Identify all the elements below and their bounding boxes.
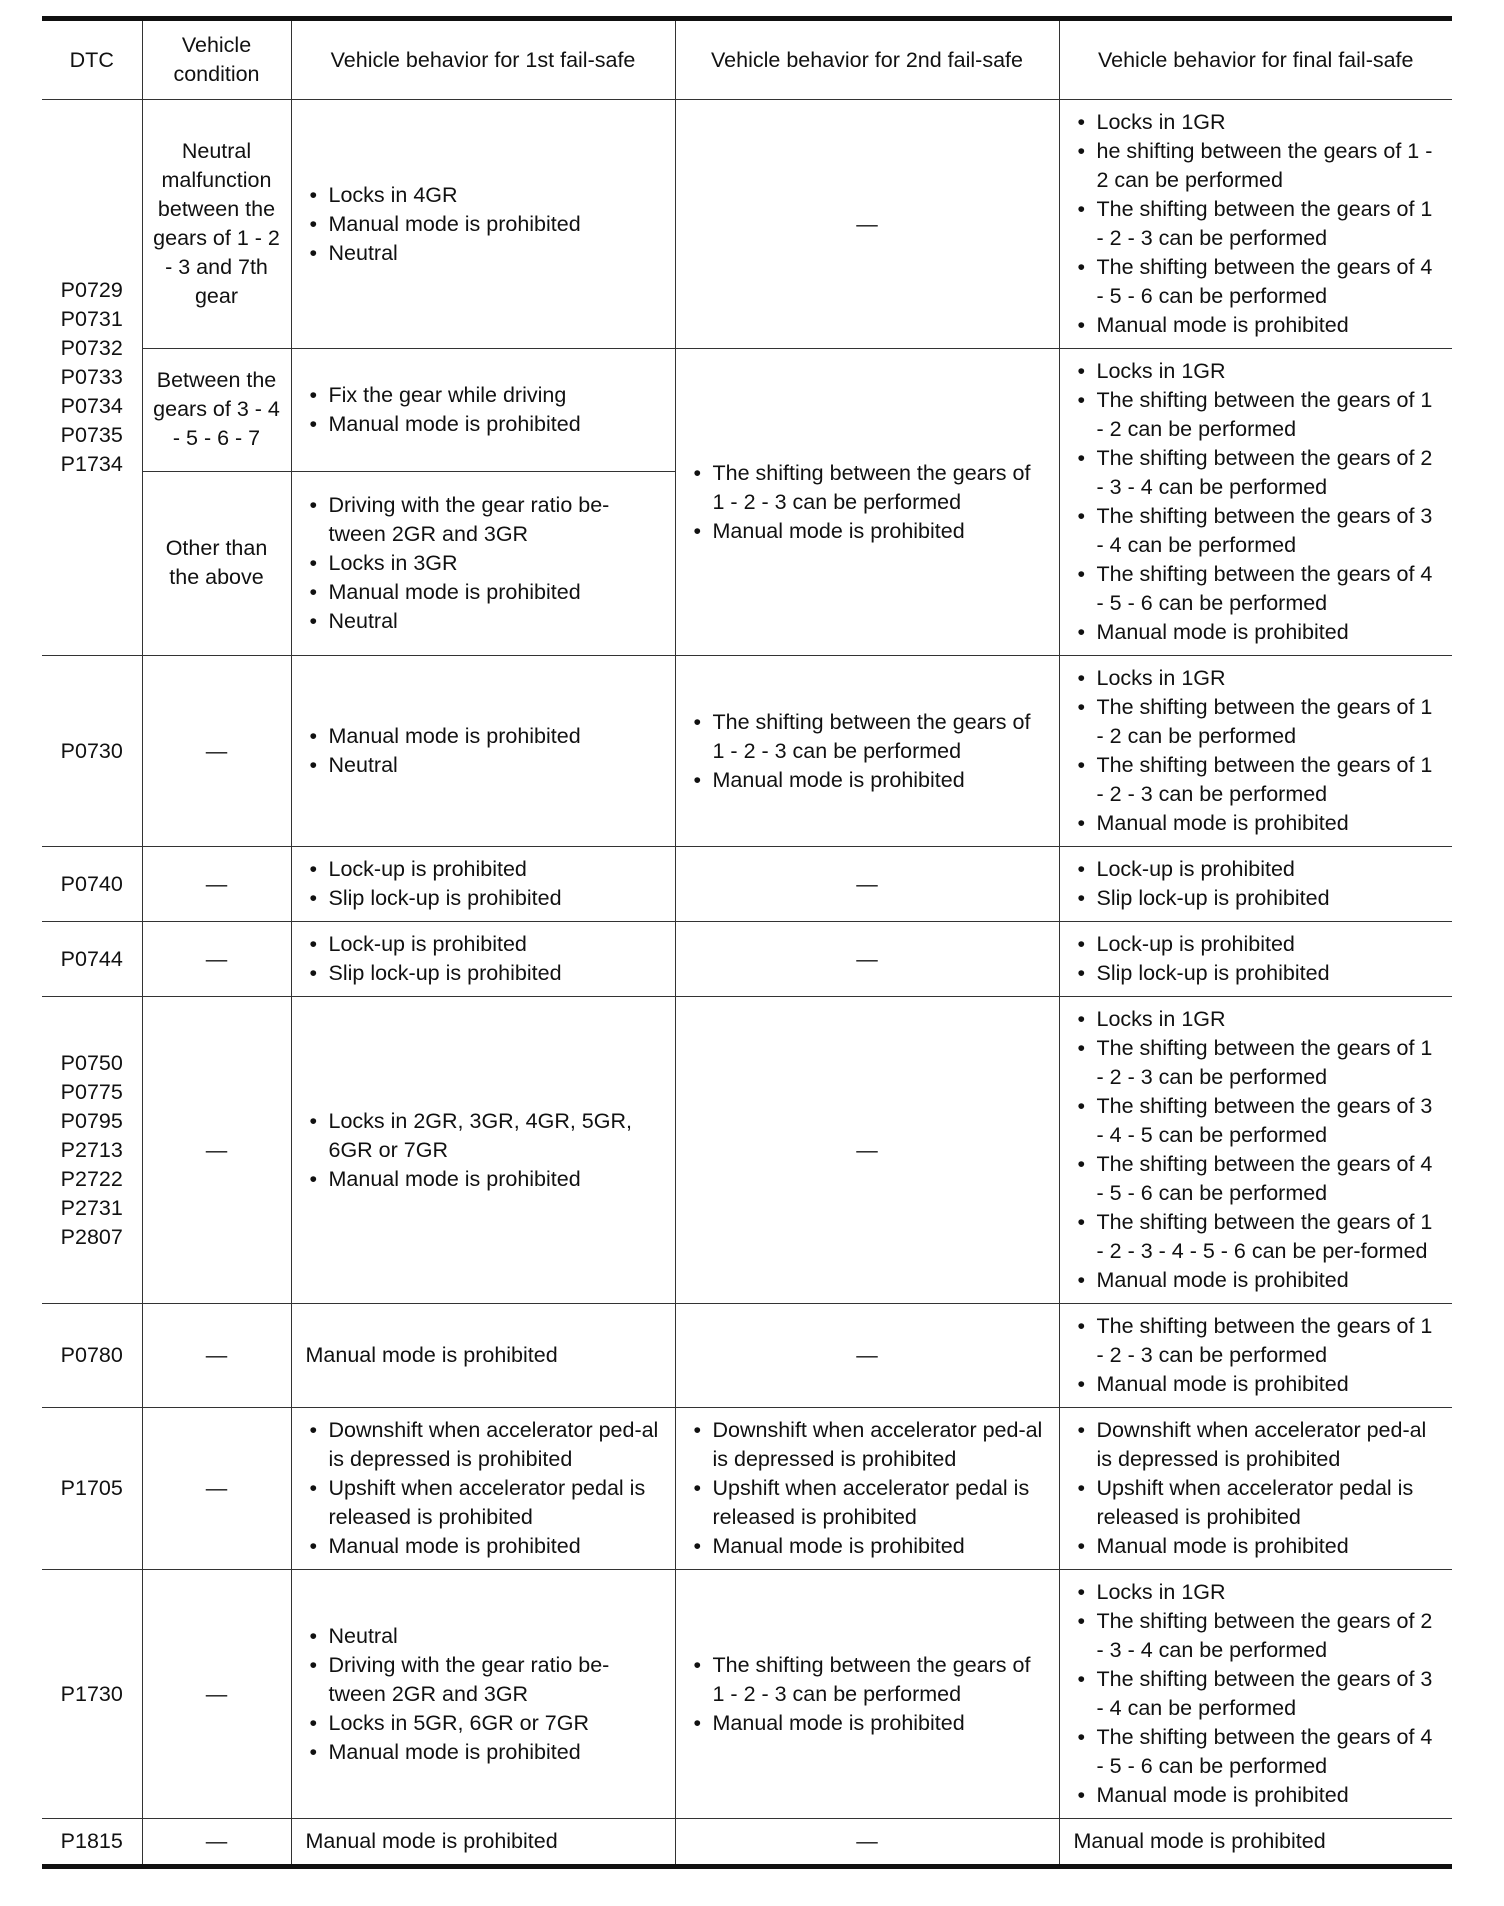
behavior-item: • Lock-up is prohibited — [1074, 930, 1439, 959]
behavior-item: • Downshift when accelerator ped-al is depressed is prohibited — [306, 1416, 661, 1474]
behavior-item: • Slip lock-up is prohibited — [306, 884, 661, 913]
behavior-item: • Slip lock-up is prohibited — [1074, 959, 1439, 988]
behavior-item: • Upshift when accelerator pedal is released is prohibited — [306, 1474, 661, 1532]
dtc-code: P0750 — [60, 1050, 123, 1075]
behavior-item: • Manual mode is prohibited — [690, 1709, 1045, 1738]
first-fail-safe-cell — [291, 922, 675, 997]
table-row — [42, 100, 1452, 349]
behavior-item: • Manual mode is prohibited — [306, 578, 661, 607]
dtc-code: P2731 — [60, 1195, 123, 1220]
header-final-fail-safe: Vehicle behavior for final fail-safe — [1059, 19, 1452, 100]
second-fail-safe-cell: — — [675, 100, 1059, 349]
vehicle-condition-cell: — — [142, 1570, 291, 1819]
behavior-item: • Upshift when accelerator pedal is released is prohibited — [1074, 1474, 1439, 1532]
table-row — [42, 1570, 1452, 1819]
first-fail-safe-cell — [291, 847, 675, 922]
dtc-code: P0730 — [60, 738, 123, 763]
behavior-item: • Locks in 4GR — [306, 181, 661, 210]
final-fail-safe-cell — [1059, 656, 1452, 847]
final-fail-safe-cell — [1059, 997, 1452, 1304]
vehicle-condition-cell: Other than the above — [142, 471, 291, 655]
behavior-item: • Lock-up is prohibited — [306, 855, 661, 884]
first-fail-safe-cell — [291, 1408, 675, 1570]
dtc-code: P0735 — [60, 423, 123, 447]
behavior-item: • The shifting between the gears of 1 - 2 - 3 - 4 - 5 - 6 can be per-formed — [1074, 1208, 1439, 1266]
behavior-item: • The shifting between the gears of 3 - 4 - 5 can be performed — [1074, 1092, 1439, 1150]
dtc-code: P0731 — [60, 307, 123, 331]
behavior-item: • The shifting between the gears of 3 - 4 can be performed — [1074, 502, 1439, 560]
behavior-item: • The shifting between the gears of 2 - 3 - 4 can be performed — [1074, 444, 1439, 502]
behavior-item: • Locks in 1GR — [1074, 1005, 1439, 1034]
first-fail-safe-cell — [291, 1570, 675, 1819]
table-row — [42, 922, 1452, 997]
final-fail-safe-cell — [1059, 922, 1452, 997]
dtc-code: P1705 — [60, 1476, 123, 1500]
behavior-item: • Locks in 1GR — [1074, 357, 1439, 386]
second-fail-safe-cell — [675, 349, 1059, 656]
vehicle-condition-cell: — — [142, 1408, 291, 1570]
behavior-item: • Locks in 1GR — [1074, 1578, 1439, 1607]
first-fail-safe-cell — [291, 656, 675, 847]
behavior-item: • Locks in 5GR, 6GR or 7GR — [306, 1709, 661, 1738]
final-fail-safe-cell — [1059, 1408, 1452, 1570]
behavior-item: • The shifting between the gears of 1 - 2 - 3 can be performed — [1074, 1034, 1439, 1092]
behavior-item: • Manual mode is prohibited — [1074, 618, 1439, 647]
behavior-item: • The shifting between the gears of 4 - 5 - 6 can be performed — [1074, 560, 1439, 618]
behavior-item: • Neutral — [306, 1622, 661, 1651]
behavior-item: • Downshift when accelerator ped-al is depressed is prohibited — [1074, 1416, 1439, 1474]
header-dtc: DTC — [42, 19, 142, 100]
dtc-code: P0734 — [60, 394, 123, 418]
behavior-item: • Manual mode is prohibited — [306, 210, 661, 239]
dtc-code: P2807 — [60, 1224, 123, 1249]
behavior-item: • The shifting between the gears of 4 - 5 - 6 can be performed — [1074, 1723, 1439, 1781]
dtc-cell — [42, 1570, 142, 1819]
vehicle-condition-cell: — — [142, 656, 291, 847]
final-fail-safe-cell — [1059, 1304, 1452, 1408]
behavior-item: • Neutral — [306, 607, 661, 636]
vehicle-condition-cell: Between the gears of 3 - 4 - 5 - 6 - 7 — [142, 349, 291, 472]
dtc-code: P0775 — [60, 1079, 123, 1104]
table-row — [42, 656, 1452, 847]
behavior-item: • Driving with the gear ratio be-tween 2GR and 3GR — [306, 1651, 661, 1709]
dtc-cell — [42, 656, 142, 847]
table-row — [42, 349, 1452, 472]
header-1st-fail-safe: Vehicle behavior for 1st fail-safe — [291, 19, 675, 100]
behavior-item: • Fix the gear while driving — [306, 381, 661, 410]
vehicle-condition-cell: — — [142, 847, 291, 922]
header-vehicle-condition: Vehicle condition — [142, 19, 291, 100]
final-fail-safe-cell — [1059, 100, 1452, 349]
behavior-item: • Neutral — [306, 751, 661, 780]
dtc-code: P0795 — [60, 1108, 123, 1133]
behavior-item: • Slip lock-up is prohibited — [1074, 884, 1439, 913]
dtc-code: P1734 — [60, 452, 123, 476]
final-fail-safe-cell — [1059, 349, 1452, 656]
fail-safe-table — [42, 16, 1452, 1869]
behavior-item: • Locks in 3GR — [306, 549, 661, 578]
vehicle-condition-cell: Neutral malfunction between the gears of 1 - 2 - 3 and 7th gear — [142, 100, 291, 349]
behavior-item: • Downshift when accelerator ped-al is depressed is prohibited — [690, 1416, 1045, 1474]
dtc-code: P1815 — [60, 1829, 123, 1853]
behavior-item: • Manual mode is prohibited — [1074, 1266, 1439, 1295]
behavior-item: • Locks in 2GR, 3GR, 4GR, 5GR, 6GR or 7GR — [306, 1107, 661, 1165]
behavior-item: • Manual mode is prohibited — [1074, 1781, 1439, 1810]
first-fail-safe-cell: Manual mode is prohibited — [291, 1304, 675, 1408]
behavior-item: • Manual mode is prohibited — [1074, 809, 1439, 838]
table-row — [42, 847, 1452, 922]
dtc-code: P0732 — [60, 336, 123, 360]
dtc-code: P0780 — [60, 1343, 123, 1367]
second-fail-safe-cell — [675, 1570, 1059, 1819]
final-fail-safe-cell: Manual mode is prohibited — [1059, 1819, 1452, 1867]
dtc-cell — [42, 100, 142, 656]
dtc-cell — [42, 997, 142, 1304]
behavior-item: • Manual mode is prohibited — [1074, 1532, 1439, 1561]
table-row — [42, 997, 1452, 1304]
behavior-item: • he shifting between the gears of 1 - 2 can be performed — [1074, 137, 1439, 195]
behavior-item: • Manual mode is prohibited — [1074, 311, 1439, 340]
behavior-item: • The shifting between the gears of 2 - 3 - 4 can be performed — [1074, 1607, 1439, 1665]
dtc-code: P1730 — [60, 1681, 123, 1706]
behavior-item: • Manual mode is prohibited — [690, 517, 1045, 546]
behavior-item: • The shifting between the gears of 1 - 2 - 3 can be performed — [690, 1651, 1045, 1709]
vehicle-condition-cell: — — [142, 1304, 291, 1408]
dtc-code: P2722 — [60, 1166, 123, 1191]
behavior-item: • Upshift when accelerator pedal is released is prohibited — [690, 1474, 1045, 1532]
behavior-item: • Manual mode is prohibited — [306, 1532, 661, 1561]
first-fail-safe-cell — [291, 100, 675, 349]
dtc-cell — [42, 1819, 142, 1867]
behavior-item: • Manual mode is prohibited — [306, 1165, 661, 1194]
first-fail-safe-cell — [291, 471, 675, 655]
second-fail-safe-cell: — — [675, 922, 1059, 997]
behavior-item: • Manual mode is prohibited — [306, 410, 661, 439]
dtc-cell — [42, 847, 142, 922]
behavior-item: • The shifting between the gears of 1 - 2 - 3 can be performed — [690, 708, 1045, 766]
header-row — [42, 19, 1452, 100]
final-fail-safe-cell — [1059, 847, 1452, 922]
dtc-cell — [42, 1408, 142, 1570]
behavior-item: • Manual mode is prohibited — [690, 1532, 1045, 1561]
first-fail-safe-cell — [291, 997, 675, 1304]
dtc-code: P0740 — [60, 871, 123, 896]
behavior-item: • Manual mode is prohibited — [1074, 1370, 1439, 1399]
behavior-item: • Locks in 1GR — [1074, 664, 1439, 693]
dtc-code: P0733 — [60, 365, 123, 389]
behavior-item: • Slip lock-up is prohibited — [306, 959, 661, 988]
behavior-item: • The shifting between the gears of 4 - 5 - 6 can be performed — [1074, 253, 1439, 311]
second-fail-safe-cell — [675, 656, 1059, 847]
dtc-code: P2713 — [60, 1137, 123, 1162]
behavior-item: • The shifting between the gears of 1 - 2 can be performed — [1074, 693, 1439, 751]
second-fail-safe-cell: — — [675, 1819, 1059, 1867]
first-fail-safe-cell: Manual mode is prohibited — [291, 1819, 675, 1867]
table-row — [42, 1408, 1452, 1570]
behavior-item: • The shifting between the gears of 4 - 5 - 6 can be performed — [1074, 1150, 1439, 1208]
second-fail-safe-cell: — — [675, 1304, 1059, 1408]
behavior-item: • Manual mode is prohibited — [306, 1738, 661, 1767]
dtc-cell — [42, 1304, 142, 1408]
behavior-item: • Lock-up is prohibited — [306, 930, 661, 959]
second-fail-safe-cell: — — [675, 847, 1059, 922]
second-fail-safe-cell — [675, 1408, 1059, 1570]
header-2nd-fail-safe: Vehicle behavior for 2nd fail-safe — [675, 19, 1059, 100]
table-row — [42, 1819, 1452, 1867]
vehicle-condition-cell: — — [142, 922, 291, 997]
behavior-item: • Driving with the gear ratio be-tween 2GR and 3GR — [306, 491, 661, 549]
behavior-item: • The shifting between the gears of 3 - 4 can be performed — [1074, 1665, 1439, 1723]
final-fail-safe-cell — [1059, 1570, 1452, 1819]
behavior-item: • Locks in 1GR — [1074, 108, 1439, 137]
behavior-item: • The shifting between the gears of 1 - 2 - 3 can be performed — [690, 459, 1045, 517]
behavior-item: • The shifting between the gears of 1 - 2 can be performed — [1074, 386, 1439, 444]
behavior-item: • Manual mode is prohibited — [306, 722, 661, 751]
behavior-item: • Manual mode is prohibited — [690, 766, 1045, 795]
vehicle-condition-cell: — — [142, 997, 291, 1304]
dtc-cell — [42, 922, 142, 997]
second-fail-safe-cell: — — [675, 997, 1059, 1304]
dtc-code: P0744 — [60, 946, 123, 971]
table-row — [42, 1304, 1452, 1408]
vehicle-condition-cell: — — [142, 1819, 291, 1867]
behavior-item: • Lock-up is prohibited — [1074, 855, 1439, 884]
behavior-item: • The shifting between the gears of 1 - 2 - 3 can be performed — [1074, 751, 1439, 809]
behavior-item: • The shifting between the gears of 1 - 2 - 3 can be performed — [1074, 1312, 1439, 1370]
fail-safe-table-page — [42, 16, 1452, 1869]
behavior-item: • Neutral — [306, 239, 661, 268]
dtc-code: P0729 — [60, 278, 123, 302]
first-fail-safe-cell — [291, 349, 675, 472]
behavior-item: • The shifting between the gears of 1 - 2 - 3 can be performed — [1074, 195, 1439, 253]
